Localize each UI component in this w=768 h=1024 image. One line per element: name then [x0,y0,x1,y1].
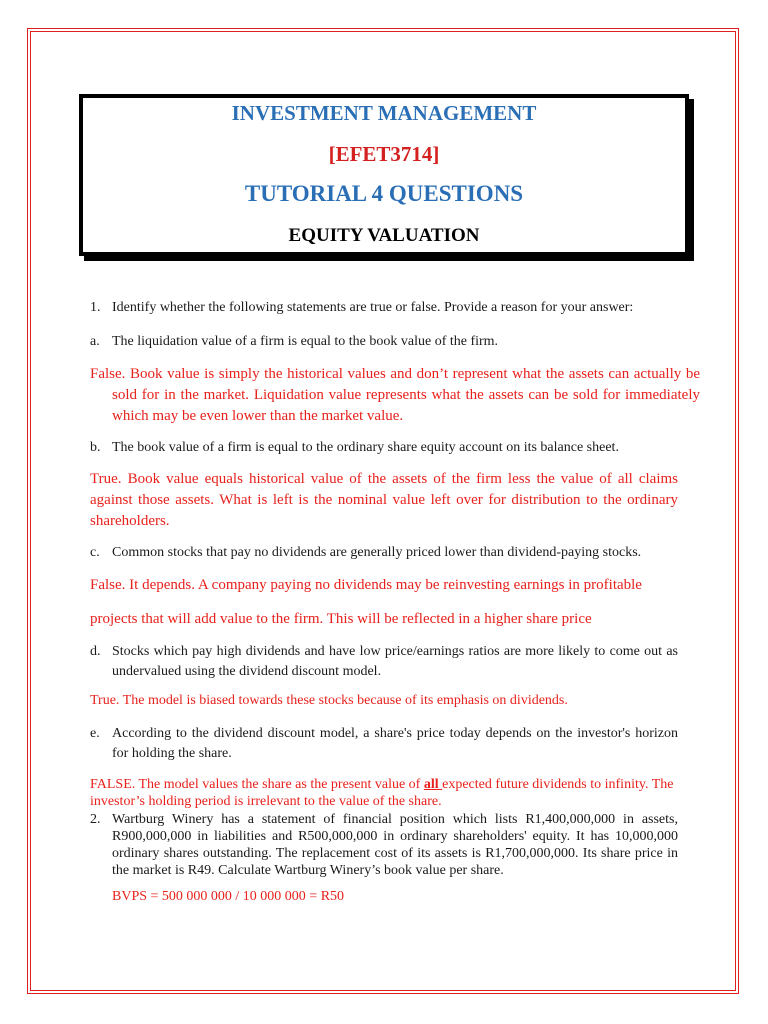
answer-c-line-2: projects that will add value to the firm. This will be reflected in a higher share price [90,611,592,627]
course-code: [EFET3714] [328,142,440,166]
answer-c-line-1: False. It depends. A company paying no dividends may be reinvesting earnings in profitable [90,577,642,593]
statement-d-text: Stocks which pay high dividends and have low price/earnings ratios are more likely to come out as undervalued using the dividend discount model. [112,644,678,679]
topic-title: EQUITY VALUATION [288,225,480,246]
statement-e-text: According to the dividend discount model, a share's price today depends on the investor's horizon for holding the share. [112,726,678,761]
answer-a: False. Book value is simply the historical values and don’t represent what the assets can actually be sold for in the market. Liquidation value represents what the assets can be sold for immediately which may be even lower than the market value. [90,366,700,424]
tutorial-title: TUTORIAL 4 QUESTIONS [244,181,524,206]
answer-2: BVPS = 500 000 000 / 10 000 000 = R50 [112,889,345,904]
statement-e [90,724,678,764]
question-1-text: Identify whether the following statements are true or false. Provide a reason for your answer: [112,300,634,315]
question-1-marker: 1. [90,300,101,315]
statement-b-text: The book value of a firm is equal to the ordinary share equity account on its balance sheet. [112,440,619,455]
answer-e-pre: FALSE. The model values the share as the present value of [90,777,424,792]
statement-e-body [90,724,678,764]
title-box [79,94,689,256]
statement-a-text: The liquidation value of a firm is equal to the book value of the firm. [112,334,499,349]
question-2-marker: 2. [90,812,101,827]
answer-b: True. Book value equals historical value of the assets of the firm less the value of all claims against those assets. What is left is the nominal value left over for distribution to the ordinary shareholders. [90,471,678,529]
answer-d: True. The model is biased towards these stocks because of its emphasis on dividends. [90,693,568,708]
answer-e-emphasis: all [423,777,443,792]
statement-a-marker: a. [90,334,100,349]
statement-c-marker: c. [90,545,100,560]
statement-b [90,438,678,458]
answer-e [90,776,678,810]
question-2-body [90,811,678,879]
statement-e-marker: e. [90,726,100,741]
statement-d [90,642,678,682]
question-1 [90,298,678,318]
statement-c [90,543,678,563]
answer-e-post: expected future dividends to infinity. The investor’s holding period is irrelevant to the value of the share. [90,777,674,809]
statement-a [90,332,678,352]
statement-b-marker: b. [90,440,101,455]
statement-d-body [90,642,678,682]
statement-d-marker: d. [90,644,101,659]
question-2-text: Wartburg Winery has a statement of financial position which lists R1,400,000,000 in assets, R900,000,000 in liabilities and R500,000,000 in ordinary shareholders' equity. It has 10,000,000 ordinary shares outstanding. The replacement cost of its assets is R1,700,000,000. Its share price in the market is R49. Calculate Wartburg Winery’s book value per share. [112,812,678,878]
statement-c-text: Common stocks that pay no dividends are generally priced lower than dividend-paying stocks. [112,545,642,560]
question-2 [90,811,678,879]
course-title: INVESTMENT MANAGEMENT [231,101,537,125]
